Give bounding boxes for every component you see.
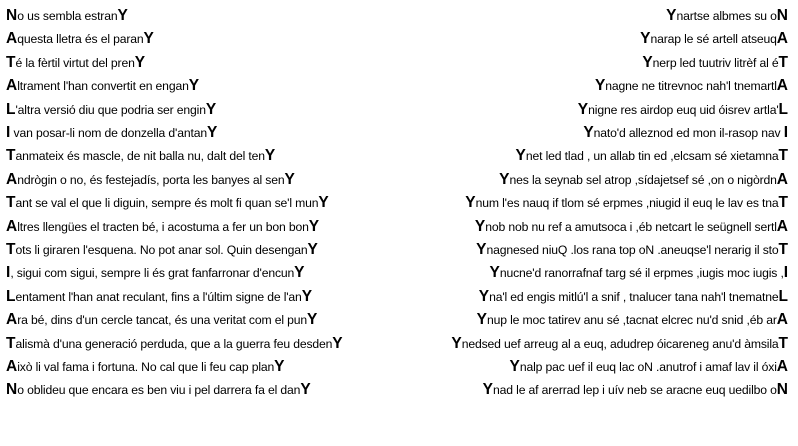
verse-text: é la fèrtil virtut del pren [15, 55, 135, 70]
acrostic-initial: T [6, 334, 16, 352]
left-verse-line [6, 262, 305, 284]
mirrored-text: nalp pac uef il euq lac oN .anutrof i amaf lav il óxi [519, 360, 777, 374]
left-verse-line [6, 5, 128, 27]
right-mirrored-line [583, 122, 788, 144]
acrostic-final: Y [284, 170, 295, 188]
acrostic-final: Y [300, 381, 311, 399]
verse-text: anmateix és mascle, de nit balla nu, dalt del ten [15, 149, 265, 164]
mirror-initial: Y [642, 53, 653, 71]
right-mirrored-line [479, 286, 788, 308]
right-mirrored-line [489, 262, 788, 284]
mirror-final: L [778, 100, 788, 118]
mirror-initial: Y [476, 311, 487, 329]
right-mirrored-line [516, 145, 788, 167]
acrostic-final: Y [307, 311, 318, 329]
verse-text: alismà d'una generació perduda, que a la guerra feu desden [15, 336, 333, 351]
mirror-final: I [783, 124, 788, 141]
right-mirrored-line [595, 75, 788, 97]
mirrored-text: nob nob nu ref a amutsoca i ,éb netcart le seügnell sertl [485, 219, 777, 234]
acrostic-final: Y [264, 147, 276, 165]
verse-text: entament l'han anat reculant, fins a l'últim signe de l'an [15, 289, 302, 304]
acrostic-final: Y [294, 264, 305, 282]
mirror-final: A [776, 358, 788, 375]
acrostic-final: Y [134, 53, 146, 71]
acrostic-final: Y [117, 7, 128, 24]
acrostic-final: Y [205, 100, 217, 118]
acrostic-final: Y [274, 358, 285, 375]
mirror-final: A [776, 77, 788, 95]
acrostic-initial: T [6, 147, 16, 165]
acrostic-initial: A [6, 311, 18, 329]
acrostic-final: Y [301, 287, 313, 305]
acrostic-initial: T [6, 53, 16, 71]
mirrored-text: nup le moc tatirev anu sé ,tacnat elcrec nu'd snid ,éb ar [486, 313, 777, 328]
right-mirrored-line [666, 5, 788, 27]
left-verse-line [6, 216, 319, 238]
mirror-initial: Y [482, 381, 494, 399]
acrostic-initial: N [6, 381, 18, 399]
mirrored-text: nes la seynab sel atrop ,sídajetsef sé ,on o nigòrdn [509, 172, 777, 187]
verse-text: 'altra versió diu que podria ser engin [15, 102, 206, 117]
verse-text: ixò li val fama i fortuna. No cal que li feu cap plan [17, 360, 275, 374]
acrostic-initial: I [6, 124, 11, 141]
acrostic-final: Y [307, 241, 318, 258]
mirrored-text: nad le af arerrad lep i uív neb se aracne euq uedilbo o [493, 383, 777, 398]
acrostic-final: Y [143, 30, 154, 48]
mirrored-text: nigne res airdop euq uid óisrev artla' [588, 102, 779, 117]
acrostic-initial: A [6, 358, 18, 375]
mirror-initial: Y [476, 241, 487, 258]
right-mirrored-line [476, 239, 788, 261]
acrostic-final: Y [206, 124, 218, 141]
acrostic-final: Y [188, 77, 200, 95]
left-verse-line [6, 309, 317, 331]
acrostic-initial: A [6, 170, 18, 188]
mirrored-text: nartse albmes su o [676, 9, 777, 23]
acrostic-initial: A [6, 217, 18, 235]
mirrored-text: nagnesed niuQ .los rana top oN .aneuqse'l nerarig il sto [486, 243, 779, 257]
acrostic-initial: A [6, 30, 18, 48]
mirror-final: N [776, 7, 788, 24]
verse-text: ndrògin o no, és festejadís, porta les banyes al sen [17, 172, 285, 187]
left-verse-line [6, 169, 295, 191]
left-verse-line [6, 75, 199, 97]
acrostic-initial: L [6, 287, 16, 305]
left-verse-line [6, 192, 329, 214]
left-verse-line [6, 333, 343, 355]
mirrored-text: na'l ed engis mitlú'l a snif , tnalucer tana nah'l tnematne [489, 289, 779, 304]
verse-text: , sigui com sigui, sempre li és grat fanfarronar d'encun [10, 266, 295, 281]
mirror-initial: Y [640, 30, 651, 48]
left-verse-line [6, 145, 275, 167]
verse-text: o oblideu que encara es ben viu i pel darrera fa el dan [17, 383, 301, 398]
mirror-final: T [778, 53, 788, 71]
mirror-initial: Y [478, 287, 490, 305]
mirror-final: I [783, 264, 788, 282]
acrostic-initial: T [6, 194, 16, 212]
mirror-final: A [776, 217, 788, 235]
right-mirrored-line [465, 192, 788, 214]
acrostic-initial: I [6, 264, 11, 282]
verse-text: van posar-li nom de donzella d'antan [10, 126, 207, 140]
verse-text: o us sembla estran [17, 9, 118, 23]
right-mirrored-line [640, 28, 788, 50]
mirror-final: N [776, 381, 788, 399]
right-mirrored-line [477, 309, 788, 331]
mirror-final: T [778, 147, 788, 165]
verse-text: ots li giraren l'esquena. No pot anar sol. Quin desengan [15, 243, 308, 257]
right-mirrored-line [451, 333, 788, 355]
mirror-initial: Y [499, 170, 510, 188]
acrostic-initial: N [6, 7, 18, 24]
verse-text: ltres llengües el tracten bé, i acostuma a fer un bon bon [17, 219, 309, 234]
mirrored-text: nucne'd ranorrafnaf targ sé il erpmes ,iugis moc iugis , [499, 266, 784, 281]
mirrored-text: narap le sé artell atseuq [650, 32, 777, 47]
acrostic-final: Y [332, 334, 343, 352]
mirror-final: T [778, 241, 788, 258]
mirror-initial: Y [489, 264, 500, 282]
mirror-initial: Y [474, 217, 486, 235]
mirror-final: A [776, 30, 788, 48]
left-verse-line [6, 379, 311, 401]
mirror-final: L [778, 287, 788, 305]
left-verse-line [6, 239, 318, 261]
left-verse-line [6, 356, 284, 378]
mirrored-text: nagne ne titrevnoc nah'l tnemartl [605, 79, 777, 94]
verse-text: questa lletra és el paran [17, 32, 144, 47]
mirror-final: T [778, 194, 788, 212]
mirrored-text: nedsed uef arreug al a euq, adudrep óicareneg anu'd àmsila [461, 336, 779, 351]
verse-text: ant se val el que li diguin, sempre és molt fi quan se'l mun [15, 196, 319, 211]
mirror-initial: Y [583, 124, 594, 141]
mirror-initial: Y [465, 194, 476, 212]
right-mirrored-line [499, 169, 788, 191]
mirror-final: A [776, 170, 788, 188]
mirrored-text: net led tlad , un allab tin ed ,elcsam sé xietamna [525, 149, 779, 164]
acrostic-final: Y [318, 194, 329, 212]
acrostic-initial: A [6, 77, 18, 95]
right-mirrored-line [483, 379, 788, 401]
acrostic-initial: T [6, 241, 16, 258]
mirror-initial: Y [594, 77, 606, 95]
mirrored-text: nerp led tuutriv litrèf al é [652, 55, 779, 70]
mirror-initial: Y [509, 358, 520, 375]
left-verse-line [6, 122, 217, 144]
right-mirrored-line [642, 52, 788, 74]
mirror-final: T [778, 334, 788, 352]
left-verse-line [6, 99, 216, 121]
left-verse-line [6, 52, 145, 74]
left-verse-line [6, 286, 312, 308]
mirror-initial: Y [666, 7, 677, 24]
mirror-initial: Y [577, 100, 589, 118]
mirror-initial: Y [515, 147, 526, 165]
acrostic-initial: L [6, 100, 16, 118]
right-mirrored-line [475, 216, 788, 238]
right-mirrored-line [578, 99, 788, 121]
mirror-final: A [776, 311, 788, 329]
right-mirrored-line [510, 356, 788, 378]
left-verse-line [6, 28, 154, 50]
verse-text: ltrament l'han convertit en engan [17, 79, 189, 94]
mirrored-text: nato'd alleznod ed mon il-rasop nav [593, 126, 784, 140]
mirror-initial: Y [451, 334, 462, 352]
acrostic-final: Y [308, 217, 320, 235]
verse-text: ra bé, dins d'un cercle tancat, és una veritat com el pun [17, 313, 308, 328]
mirrored-text: num l'es nauq if tlom sé erpmes ,niugid il euq le lav es tna [475, 196, 779, 211]
